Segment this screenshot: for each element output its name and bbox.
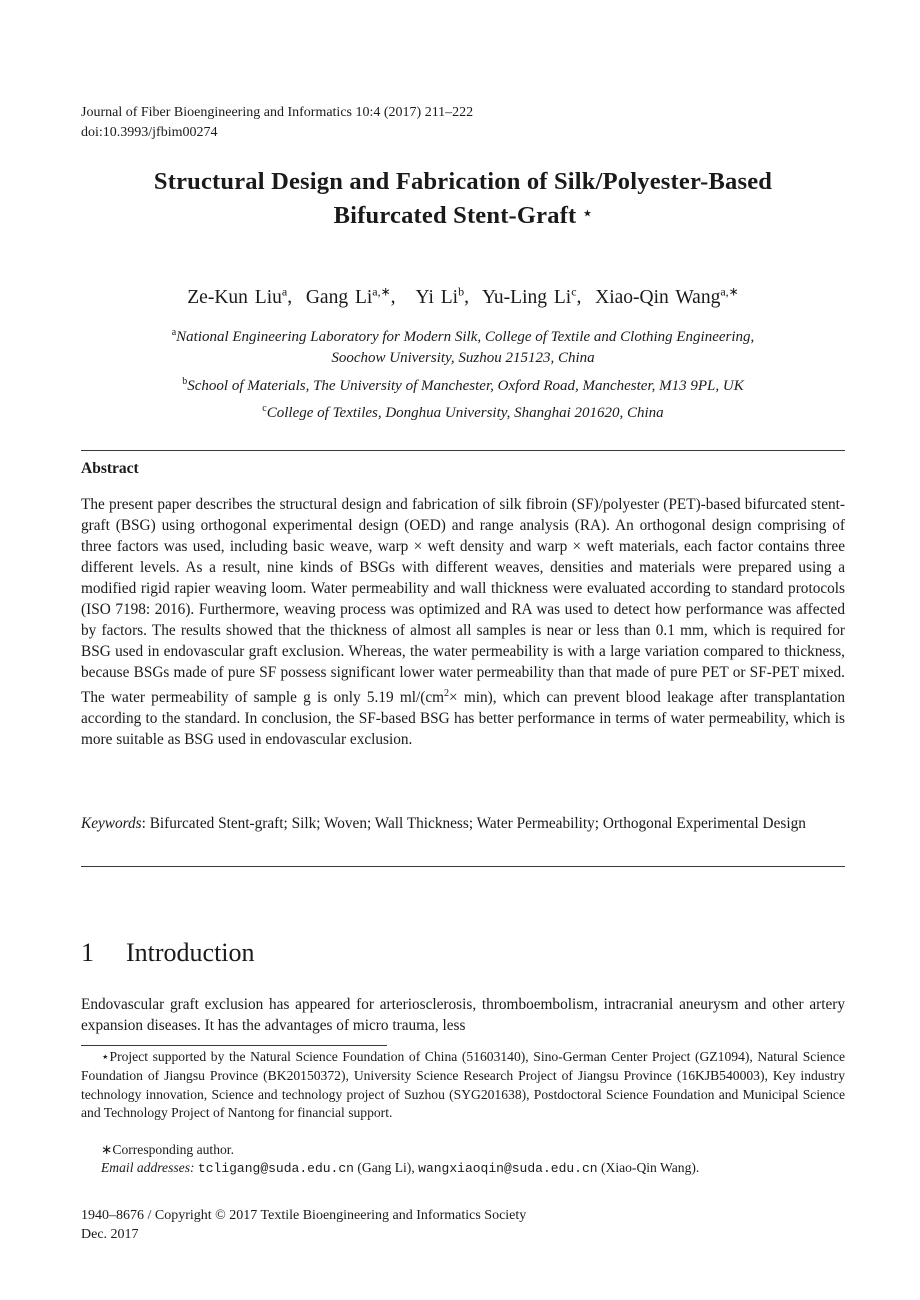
email-footnote: Email addresses: tcligang@suda.edu.cn (Gang Li), wangxiaoqin@suda.edu.cn (Xiao-Qin Wang). xyxy=(101,1160,700,1176)
copyright-footer: 1940–8676 / Copyright © 2017 Textile Bioengineering and Informatics Society Dec. 2017 xyxy=(81,1208,527,1242)
author: Ze-Kun Liu$^a$ xyxy=(187,284,288,308)
journal-header xyxy=(81,103,473,143)
section-heading: 1 Introduction xyxy=(81,938,255,967)
paper-title xyxy=(81,165,845,233)
introduction-paragraph: Endovascular graft exclusion has appeared for arteriosclerosis, thromboembolism, intracranial aneurysm and other artery expansion diseases. It has the advantages of micro trauma, less xyxy=(81,996,845,1034)
affiliation-a: $^a$National Engineering Laboratory for Modern Silk, College of Textile and Clothing Engineering, Soochow University, Suzhou 215123, China xyxy=(171,327,755,366)
footnote-rule xyxy=(81,1045,387,1046)
email-link[interactable]: wangxiaoqin@suda.edu.cn xyxy=(418,1161,598,1176)
author: Yi Li$^b$ xyxy=(415,284,465,308)
affiliation-b: $^b$School of Materials, The University of Manchester, Oxford Road, Manchester, M13 9PL, UK xyxy=(182,376,744,394)
abstract-body: The present paper describes the structural design and fabrication of silk fibroin (SF)/polyester (PET)-based bifurcated stent-graft (BSG) using orthogonal experimental design (OED) and range analysis (RA). An orthogonal design comprising of three factors was used, including basic weave, warp × weft density and warp × weft materials, each factor contains three different levels. As a result, nine kinds of BSGs with different weaves, densities and materials were prepared using a modified rigid rapier weaving loom. Water permeability and wall thickness were evaluated according to standard protocols (ISO 7198: 2016). Furthermore, weaving process was optimized and RA was used to detect how performance was affected by factors. The results showed that the thickness of almost all samples is near or less than 0.1 mm, which is required for BSG used in endovascular graft exclusion. Whereas, the water permeability is with a large variation compared to thickness, because BSGs made of pure SF possess significant lower water permeability than that made of pure PET or SF-PET mixed. The water permeability of sample g is only 5.19 $ml/(cm^2\times \min)$, which can prevent blood leakage after transplantation according to the standard. In conclusion, the SF-based BSG has better performance in terms of water permeability, which is more suitable as BSG used in endovascular exclusion. xyxy=(81,496,846,749)
corresponding-footnote: ∗Corresponding author. xyxy=(101,1142,234,1157)
author: Yu-Ling Li$^c$ xyxy=(482,284,577,308)
keywords: Keywords: Bifurcated Stent-graft; Silk; Woven; Wall Thickness; Water Permeability; Orthogonal Experimental Design xyxy=(81,815,806,832)
divider-top xyxy=(81,450,845,451)
divider-bottom xyxy=(81,866,845,867)
title-footnote-marker: ⋆ xyxy=(582,206,593,222)
abstract-heading: Abstract xyxy=(81,460,139,477)
funding-footnote: ⋆Project supported by the Natural Science Foundation of China (51603140), Sino-German Center Project (GZ1094), Natural Science Foundation of Jiangsu Province (BK20150372), University Science Research Project of Jiangsu Province (16KJB540003), Key industry technology innovation, Science and technology project of Suzhou (SYG201638), Postdoctoral Science Foundation and Municipal Science and Technology Project of Nantong for financial support. xyxy=(81,1049,845,1121)
author: Xiao-Qin Wang$^{a,∗}$ xyxy=(595,284,739,308)
affiliation-c: $^c$College of Textiles, Donghua University, Shanghai 201620, China xyxy=(262,403,664,421)
doi: doi:10.3993/jfbim00274 xyxy=(81,125,218,140)
journal-citation: Journal of Fiber Bioengineering and Informatics 10:4 (2017) 211–222 xyxy=(81,105,474,120)
author: Gang $Li^{a,∗}$ xyxy=(305,284,391,308)
author-list: Ze-Kun Liu$^a$, Gang $Li^{a,∗}$, Yi Li$^b$, Yu-Ling Li$^c$, Xiao-Qin Wang$^{a,∗}$ xyxy=(187,284,739,308)
email-link[interactable]: tcligang@suda.edu.cn xyxy=(197,1161,354,1176)
title-line-2: Bifurcated Stent-Graft ⋆ xyxy=(333,202,593,229)
title-line-1: Structural Design and Fabrication of Silk/Polyester-Based xyxy=(153,168,773,195)
